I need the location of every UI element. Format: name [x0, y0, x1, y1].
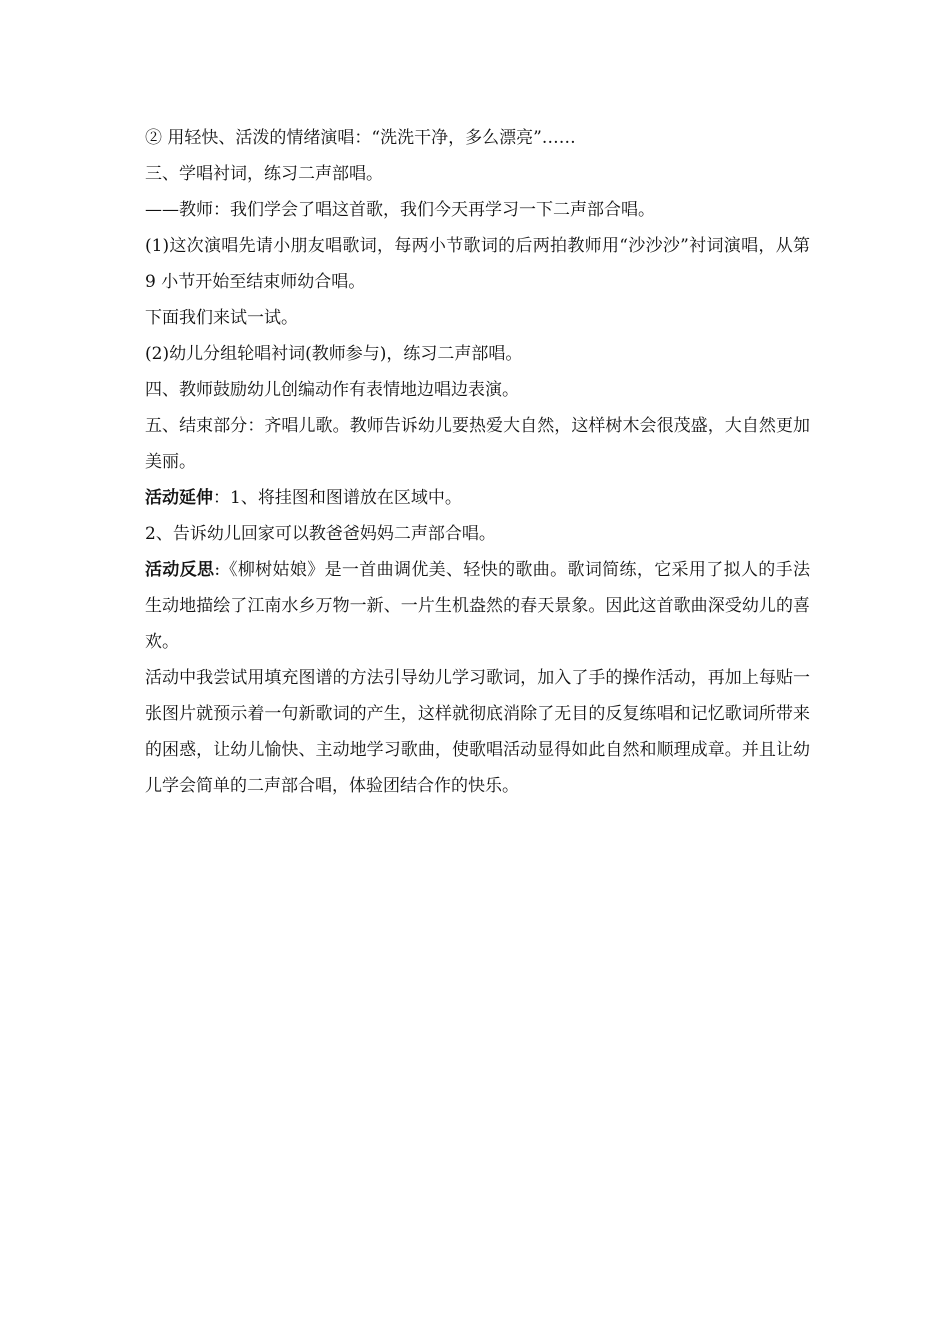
- paragraph-singing-mood: ② 用轻快、活泼的情绪演唱：“洗洗干净，多么漂亮”……: [145, 128, 576, 148]
- paragraph-teacher-intro: ——教师：我们学会了唱这首歌，我们今天再学习一下二声部合唱。: [145, 200, 655, 220]
- reflection-text: :《柳树姑娘》是一首曲调优美、轻快的歌曲。歌词简练，它采用了拟人的手法生动地描绘了江南水乡万物一新、一片生机盎然的春天景象。因此这首歌曲深受幼儿的喜欢。: [145, 560, 811, 652]
- document-body: [145, 120, 810, 804]
- extension-text: ：1、将挂图和图谱放在区域中。: [213, 488, 462, 508]
- reflection-label: 活动反思: [145, 560, 215, 580]
- paragraph-step-two: (2)幼儿分组轮唱衬词(教师参与)，练习二声部唱。: [145, 344, 523, 364]
- paragraph-step-one: (1)这次演唱先请小朋友唱歌词，每两小节歌词的后两拍教师用“沙沙沙”衬词演唱，从第 9 小节开始至结束师幼合唱。: [145, 236, 810, 292]
- paragraph-section-five: 五、结束部分：齐唱儿歌。教师告诉幼儿要热爱大自然，这样树木会很茂盛，大自然更加美丽。: [145, 416, 810, 472]
- paragraph-reflection: [145, 552, 810, 660]
- paragraph-extension: [145, 480, 810, 516]
- paragraph-extension-item-two: 2、告诉幼儿回家可以教爸爸妈妈二声部合唱。: [145, 524, 496, 544]
- paragraph-section-four: 四、教师鼓励幼儿创编动作有表情地边唱边表演。: [145, 380, 519, 400]
- extension-label: 活动延伸: [145, 488, 213, 508]
- paragraph-try-it: 下面我们来试一试。: [145, 308, 298, 328]
- paragraph-section-three: 三、学唱衬词，练习二声部唱。: [145, 164, 383, 184]
- paragraph-closing: 活动中我尝试用填充图谱的方法引导幼儿学习歌词，加入了手的操作活动，再加上每贴一张图片就预示着一句新歌词的产生，这样就彻底消除了无目的反复练唱和记忆歌词所带来的困惑，让幼儿愉快、主动地学习歌曲，使歌唱活动显得如此自然和顺理成章。并且让幼儿学会简单的二声部合唱，体验团结合作的快乐。: [145, 668, 810, 796]
